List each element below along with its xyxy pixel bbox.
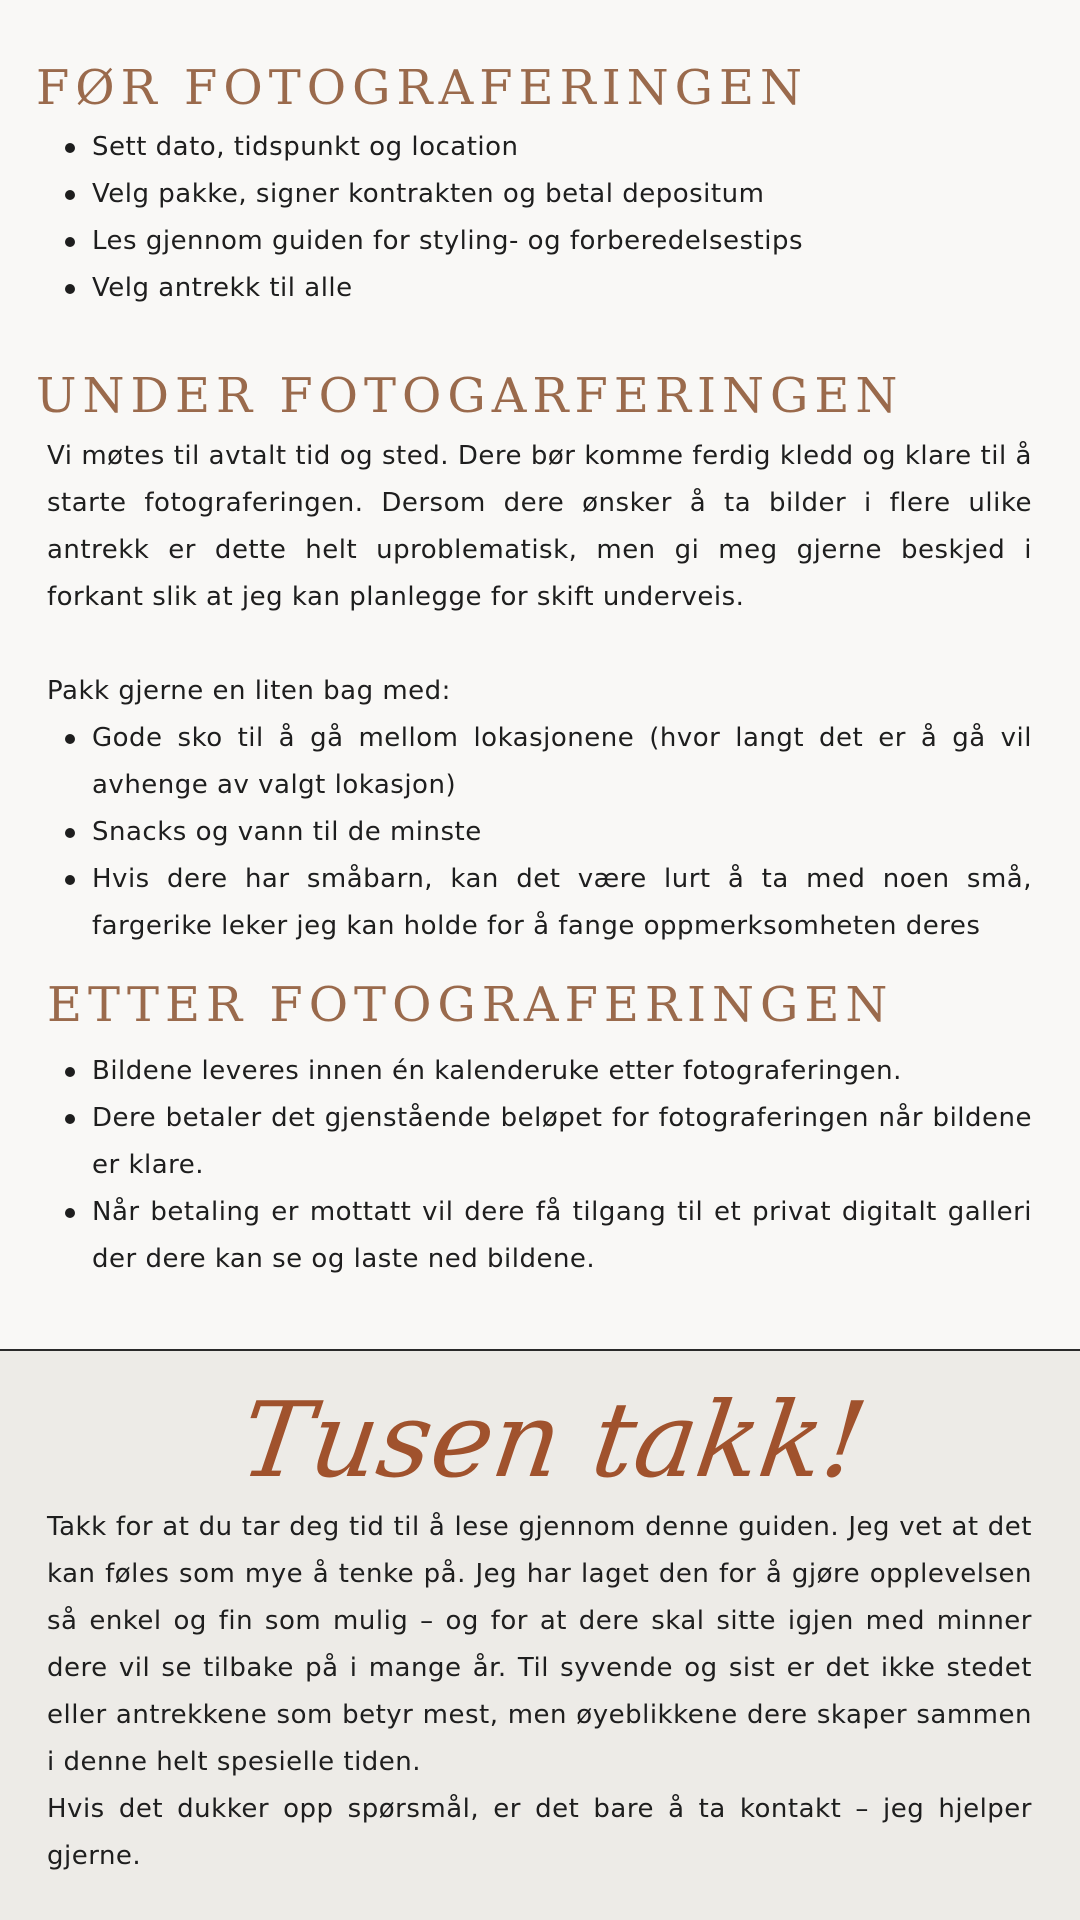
- bullet-icon: [65, 1208, 75, 1218]
- list-item: [47, 715, 1032, 809]
- list-item-text: Når betaling er mottatt vil dere få tilgang til et privat digitalt galleri der dere kan se og laste ned bildene.: [92, 1197, 1032, 1274]
- bullet-icon: [65, 190, 75, 200]
- before-list: [47, 124, 1032, 312]
- list-item-text: Hvis dere har småbarn, kan det være lurt å ta med noen små, fargerike leker jeg kan holde for å fange oppmerksomheten deres: [92, 864, 1032, 941]
- thanks-closing: Hvis det dukker opp spørsmål, er det bare å ta kontakt – jeg hjelper gjerne.: [47, 1794, 1032, 1871]
- list-item: [47, 1095, 1032, 1189]
- list-item: [47, 218, 1032, 265]
- bullet-icon: [65, 828, 75, 838]
- during-list: [47, 715, 1032, 950]
- bullet-icon: [65, 284, 75, 294]
- bullet-icon: [65, 875, 75, 885]
- during-paragraph: Vi møtes til avtalt tid og sted. Dere bør komme ferdig kledd og klare til å starte fotograferingen. Dersom dere ønsker å ta bilder i flere ulike antrekk er dette helt uproblematisk, men gi meg gjerne beskjed i forkant slik at jeg kan planlegge for skift underveis.: [47, 441, 1032, 612]
- bullet-icon: [65, 1067, 75, 1077]
- list-item: [47, 124, 1032, 171]
- list-item: [47, 265, 1032, 312]
- during-heading: UNDER FOTOGARFERINGEN: [36, 368, 904, 424]
- list-item: [47, 809, 1032, 856]
- list-item-text: Bildene leveres innen én kalenderuke etter fotograferingen.: [92, 1056, 902, 1086]
- pack-intro: Pakk gjerne en liten bag med:: [47, 676, 451, 706]
- thanks-paragraph: Takk for at du tar deg tid til å lese gjennom denne guiden. Jeg vet at det kan føles som mye å tenke på. Jeg har laget den for å gjøre opplevelsen så enkel og fin som mulig – og for at dere skal sitte igjen med minner dere vil se tilbake på i mange år. Til syvende og sist er det ikke stedet eller antrekkene som betyr mest, men øyeblikkene dere skaper sammen i denne helt spesielle tiden.: [47, 1512, 1032, 1777]
- list-item: [47, 1189, 1032, 1283]
- bullet-icon: [65, 734, 75, 744]
- list-item-text: Gode sko til å gå mellom lokasjonene (hvor langt det er å gå vil avhenge av valgt lokasjon): [92, 723, 1032, 800]
- after-list: [47, 1048, 1032, 1283]
- list-item-text: Velg antrekk til alle: [92, 273, 353, 303]
- thanks-script-text: Tusen takk!: [233, 1379, 874, 1501]
- list-item-text: Dere betaler det gjenstående beløpet for fotograferingen når bildene er klare.: [92, 1103, 1032, 1180]
- before-heading: FØR FOTOGRAFERINGEN: [36, 60, 809, 116]
- list-item: [47, 171, 1032, 218]
- list-item-text: Snacks og vann til de minste: [92, 817, 482, 847]
- list-item-text: Sett dato, tidspunkt og location: [92, 132, 519, 162]
- list-item: [47, 856, 1032, 950]
- bullet-icon: [65, 143, 75, 153]
- after-heading: ETTER FOTOGRAFERINGEN: [47, 977, 894, 1033]
- list-item-text: Velg pakke, signer kontrakten og betal depositum: [92, 179, 765, 209]
- thanks-script-title: [233, 1368, 874, 1508]
- bullet-icon: [65, 237, 75, 247]
- list-item: [47, 1048, 1032, 1095]
- bullet-icon: [65, 1114, 75, 1124]
- list-item-text: Les gjennom guiden for styling- og forberedelsestips: [92, 226, 804, 256]
